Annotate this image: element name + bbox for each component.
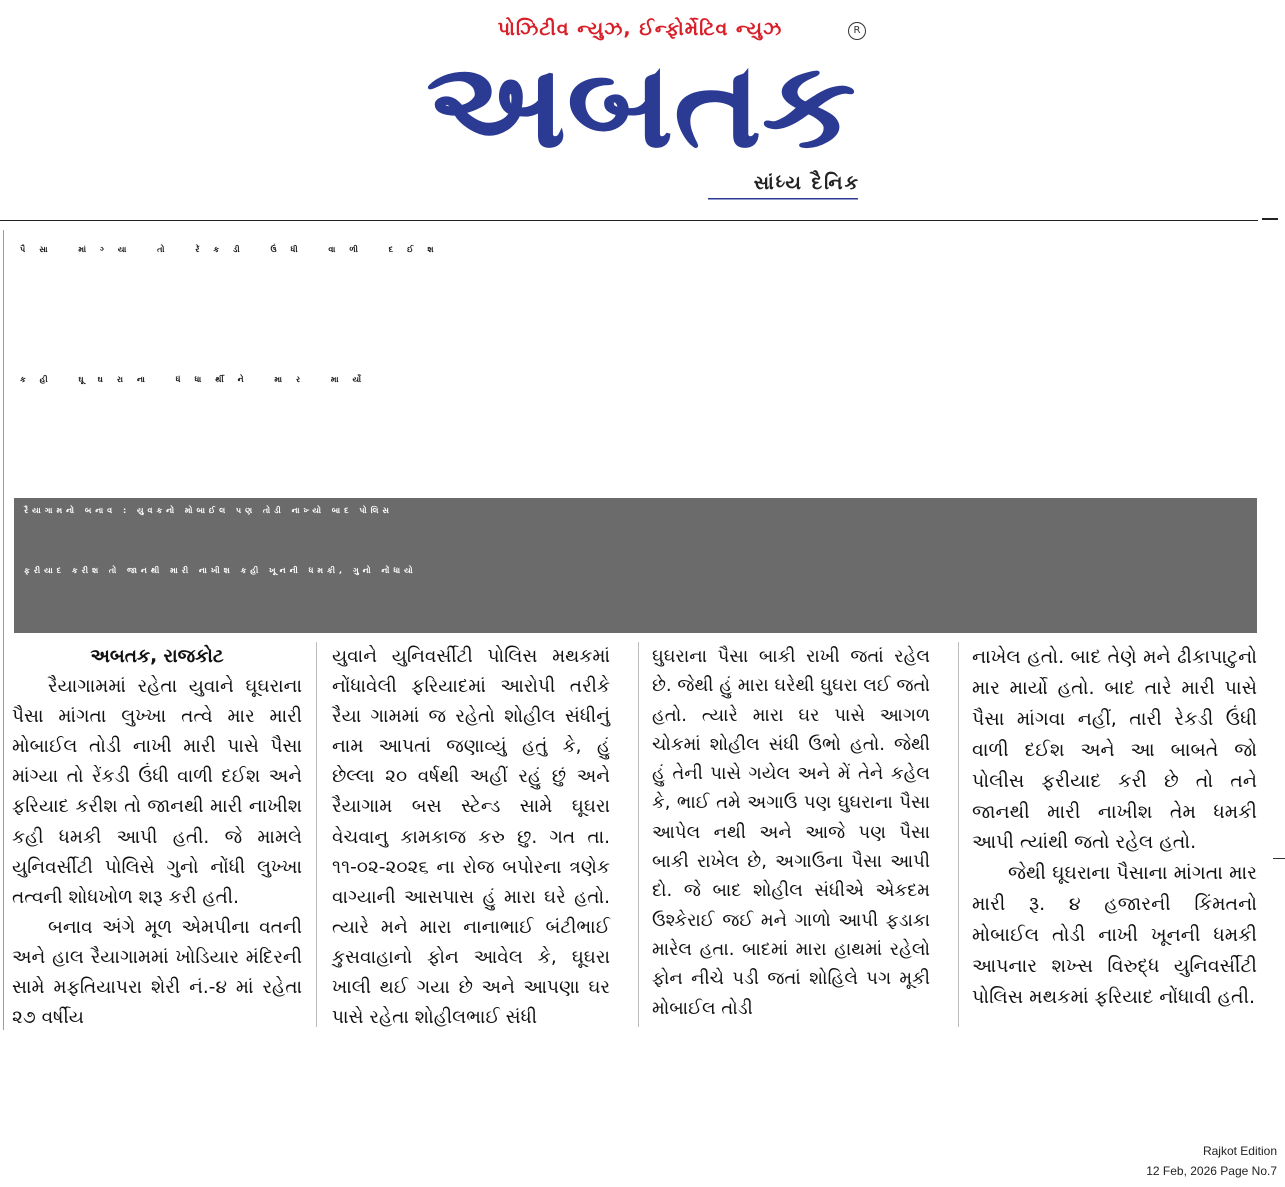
page-left-edge xyxy=(3,230,4,1030)
article-paragraph: જેથી ઘૂઘરાના પૈસાના માંગતા માર મારી રૂ. ૪ હજારની કિંમતનો મોબાઈલ તોડી નાખી ખૂનની ધમકી આપનાર શખ્સ વિરુદ્ધ યુનિવર્સીટી પોલિસ મથકમાં ફરિયાદ નોંધાવી હતી. xyxy=(972,862,1257,1008)
article-paragraph: નાખેલ હતો. બાદ તેણે મને ઢીકાપાટુનો માર માર્યો હતો. બાદ તારે મારી પાસે પૈસા માંગવા નહીં, તારી રેકડી ઉંધી વાળી દઈશ અને આ બાબતે જો પોલીસ ફરીયાદ કરી છે તો તને જાનથી મારી નાખીશ તેમ ધમકી આપી ત્યાંથી જતો રહેલ હતો. xyxy=(972,646,1257,854)
edition-date-page: 12 Feb, 2026 Page No.7 xyxy=(1146,1164,1277,1178)
masthead xyxy=(0,0,1285,222)
article-paragraph: બનાવ અંગે મૂળ એમપીના વતની અને હાલ રૈયાગામમાં ખોડિયાર મંદિરની સામે મફતિયાપરા શેરી નં.-૪ માં રહેતા ૨૭ વર્ષીય xyxy=(12,916,302,1029)
masthead-tagline: પોઝિટીવ ન્યુઝ, ઈન્ફોર્મેટિવ ન્યુઝ xyxy=(497,18,783,40)
newspaper-logo-text: અબતક xyxy=(426,46,856,166)
article-dateline: અબતક, રાજકોટ xyxy=(90,646,224,667)
registered-trademark-icon: R xyxy=(848,22,866,40)
edition-name: Rajkot Edition xyxy=(1202,1144,1277,1158)
article-paragraph: યુવાને યુનિવર્સીટી પોલિસ મથકમાં નોંધાવેલી ફરિયાદમાં આરોપી તરીકે રૈયા ગામમાં જ રહેતો શોહીલ સંધીનું નામ આપતાં જણાવ્યું હતું કે, હું છેલ્લા ૨૦ વર્ષથી અહીં રહું છું અને રૈયાગામ બસ સ્ટેન્ડ સામે ઘૂઘરા વેચવાનુ કામકાજ કરુ છુ. ગત તા. ૧૧-૦૨-૨૦૨૬ ના રોજ બપોરના ત્રણેક વાગ્યાની આસપાસ હું મારા ઘરે હતો. ત્યારે મને મારા નાનાભાઈ બંટીભાઈ કુસવાહાનો ફોન આવેલ કે, ઘૂઘરા ખાલી થઈ ગયા છે અને આપણા ઘર પાસે રહેતા શોહીલભાઈ સંધી xyxy=(332,646,610,1029)
column-divider xyxy=(958,642,959,1027)
article-column-3 xyxy=(652,642,930,1023)
margin-tick xyxy=(1273,858,1285,859)
subheadline-line-2: ફરીયાદ કરીશ તો જાનથી મારી નાખીશ કહી ખૂનની ધમકી, ગુનો નોંધાયો xyxy=(24,566,417,575)
edition-footer xyxy=(1146,1141,1277,1181)
article-column-4 xyxy=(972,642,1257,1013)
column-divider xyxy=(638,642,639,1027)
subtitle-underline xyxy=(708,198,858,202)
newspaper-logo xyxy=(420,46,862,166)
headline-line-2: કહી ઘૂઘરાના ધંધાર્થીને માર માર્યો xyxy=(20,375,375,384)
corner-tick xyxy=(1262,218,1278,220)
headline-line-1: પૈસા માંગ્યા તો રેંકડી ઉંધી વાળી દઈશ xyxy=(20,245,448,254)
masthead-divider xyxy=(0,220,1258,221)
subheadline-box xyxy=(14,498,1257,633)
article-column-1 xyxy=(12,642,302,1033)
subheadline-line-1: રૈયાગામનો બનાવ : યુવકનો મોબાઈલ પણ તોડી નાખ્યો બાદ પોલિસ xyxy=(24,506,393,515)
article-paragraph: રૈયાગામમાં રહેતા યુવાને ઘૂઘરાના પૈસા માંગતા લુખ્ખા તત્વે માર મારી મોબાઈલ તોડી નાખી મારી પાસે પૈસા માંગ્યા તો રેંકડી ઉંધી વાળી દઈશ અને ફરિયાદ કરીશ તો જાનથી મારી નાખીશ કહી ધમકી આપી હતી. જે મામલે યુનિવર્સીટી પોલિસે ગુનો નોંધી લુખ્ખા તત્વની શોધખોળ શરૂ કરી હતી. xyxy=(12,676,302,908)
article-paragraph: ઘુઘરાના પૈસા બાકી રાખી જતાં રહેલ છે. જેથી હું મારા ઘરેથી ઘુઘરા લઈ જતો હતો. ત્યારે મારા ઘર પાસે આગળ ચોકમાં શોહીલ સંધી ઉભો હતો. જેથી હું તેની પાસે ગયેલ અને મેં તેને કહેલ કે, ભાઈ તમે અગાઉ પણ ઘુઘરાના પૈસા આપેલ નથી અને આજે પણ પૈસા બાકી રાખેલ છે, અગાઉના પૈસા આપી દો. જે બાદ શોહીલ સંધીએ એકદમ ઉશ્કેરાઈ જઈ મને ગાળો આપી ફડાકા મારેલ હતા. બાદમાં મારા હાથમાં રહેલો ફોન નીચે પડી જતાં શોહિલે પગ મૂકી મોબાઈલ તોડી xyxy=(652,646,930,1019)
article-column-2 xyxy=(332,642,610,1033)
masthead-subtitle: સાંધ્ય દૈનિક xyxy=(753,172,860,194)
column-divider xyxy=(316,642,317,1027)
